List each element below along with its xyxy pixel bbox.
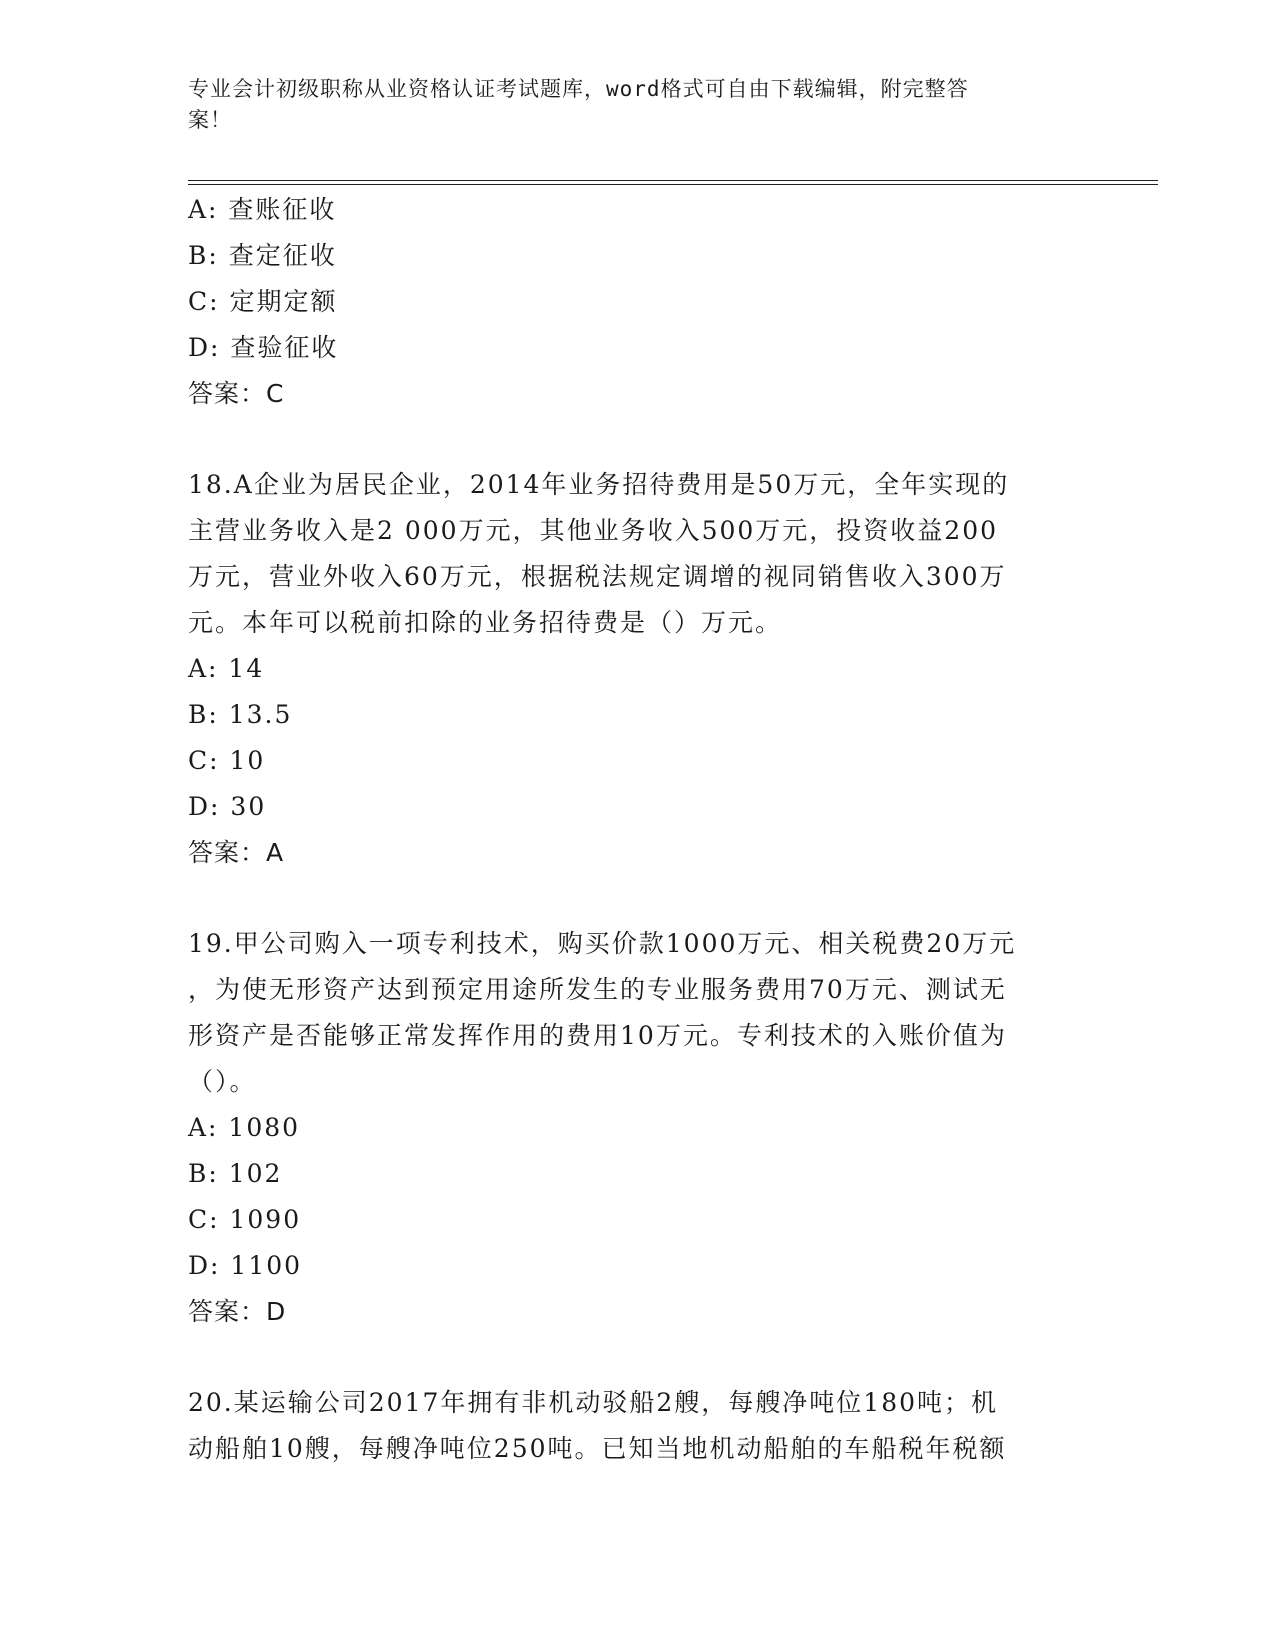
question-text-line: 元。本年可以税前扣除的业务招待费是（）万元。 [188,608,783,637]
question-text-line: 动船舶10艘，每艘净吨位250吨。已知当地机动船舶的车船税年税额 [188,1434,1007,1463]
spacer [188,1335,1088,1380]
question-text-line: ，为使无形资产达到预定用途所发生的专业服务费用70万元、测试无 [188,975,1007,1004]
option-a: A: 14 [188,654,265,683]
option-d: D: 1100 [188,1251,303,1280]
option-d: D: 30 [188,792,267,821]
question-19 [188,921,1088,1335]
option-b: B: 查定征收 [188,241,337,270]
option-b: B: 102 [188,1159,283,1188]
answer: 答案：A [188,838,285,867]
question-20 [188,1380,1088,1472]
question-text-line: 19.甲公司购入一项专利技术，购买价款1000万元、相关税费20万元 [188,929,1017,958]
spacer [188,876,1088,921]
option-a: A: 查账征收 [188,195,337,224]
header-line-2: 案！ [188,108,232,132]
question-18 [188,462,1088,876]
header-rule-bottom [188,184,1158,185]
header-rule-top [188,180,1158,181]
question-text-line: 20.某运输公司2017年拥有非机动驳船2艘，每艘净吨位180吨；机 [188,1388,999,1417]
header-line-1: 专业会计初级职称从业资格认证考试题库，word格式可自由下载编辑，附完整答 [188,77,969,101]
question-text-line: （）。 [188,1067,257,1096]
page-header [188,74,1088,136]
question-list [188,187,1088,1472]
option-c: C: 1090 [188,1205,302,1234]
option-a: A: 1080 [188,1113,301,1142]
option-d: D: 查验征收 [188,333,339,362]
question-17 [188,187,1088,417]
question-text-line: 18.A企业为居民企业，2014年业务招待费用是50万元，全年实现的 [188,470,1010,499]
option-c: C: 定期定额 [188,287,338,316]
answer: 答案：D [188,1297,287,1326]
option-c: C: 10 [188,746,266,775]
question-text-line: 主营业务收入是2 000万元，其他业务收入500万元，投资收益200 [188,516,999,545]
answer: 答案：C [188,379,285,408]
question-text-line: 万元，营业外收入60万元，根据税法规定调增的视同销售收入300万 [188,562,1007,591]
option-b: B: 13.5 [188,700,293,729]
question-text-line: 形资产是否能够正常发挥作用的费用10万元。专利技术的入账价值为 [188,1021,1007,1050]
spacer [188,417,1088,462]
